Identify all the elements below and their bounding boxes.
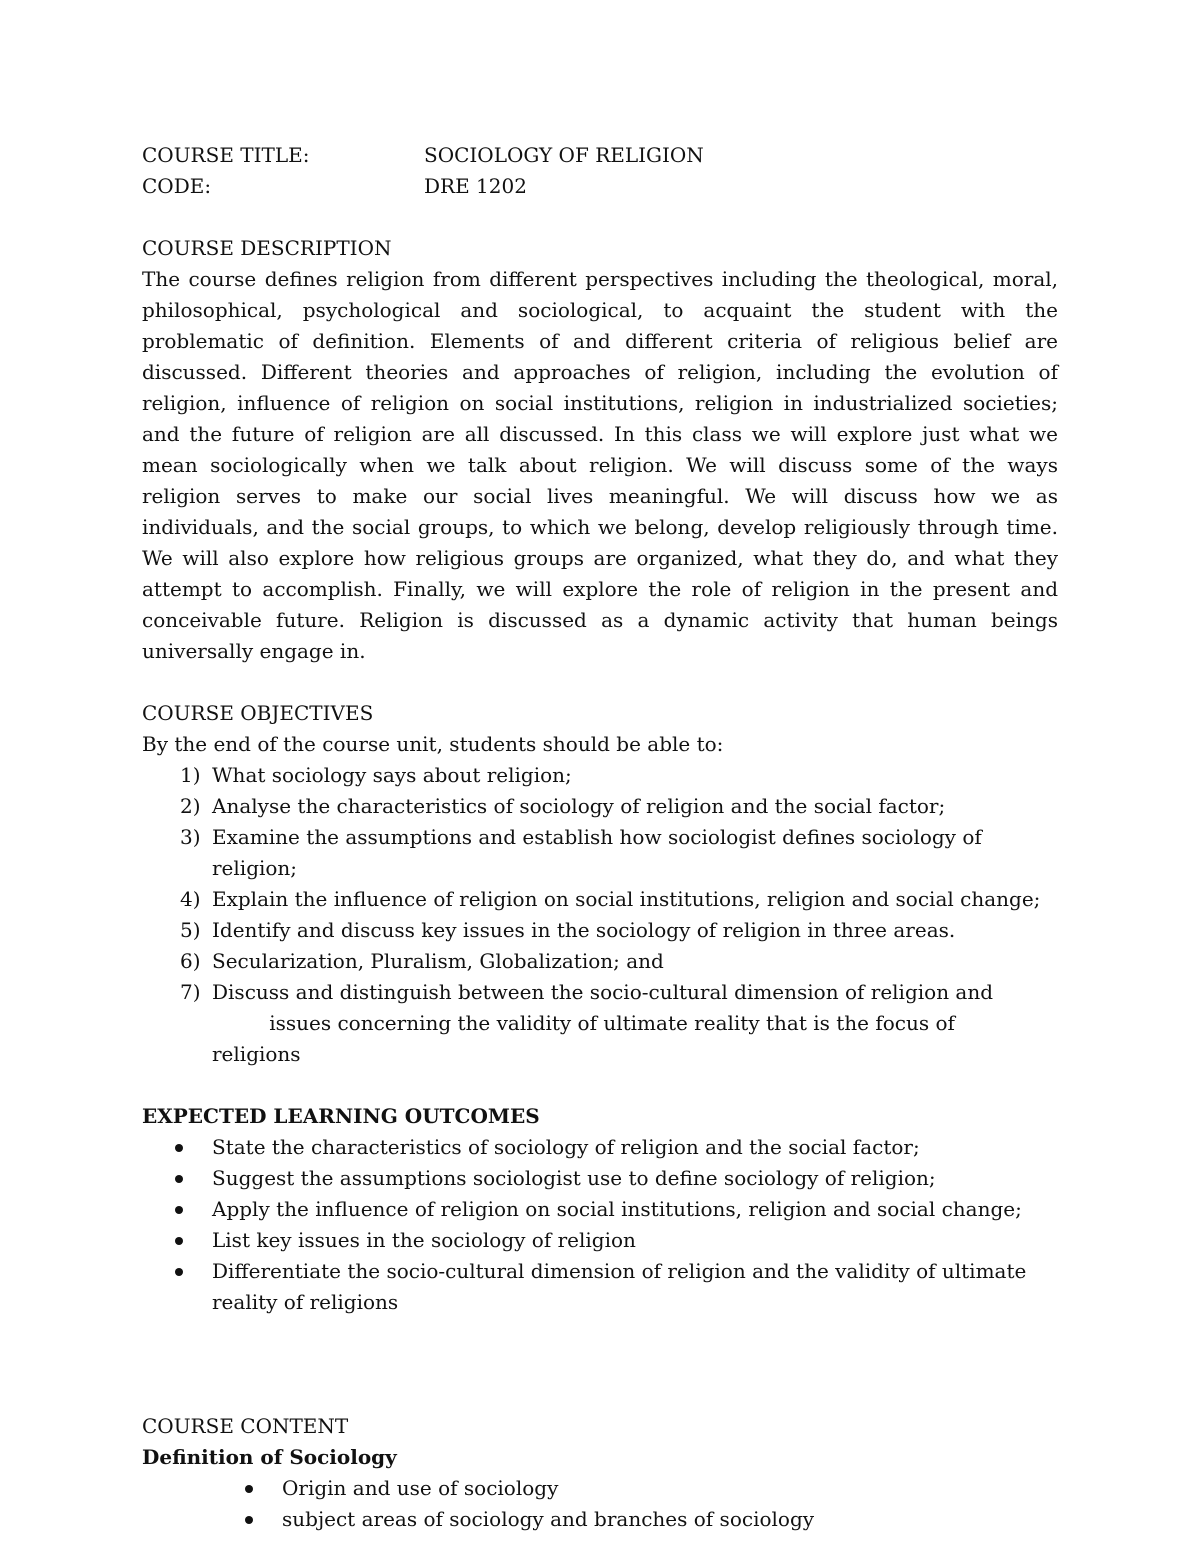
bullet-icon	[142, 1256, 212, 1318]
content-list	[142, 1473, 1058, 1535]
course-code-row	[142, 171, 1058, 202]
item-number: 7)	[180, 980, 201, 1004]
list-item	[142, 791, 1058, 822]
item-number: 1)	[180, 763, 201, 787]
description-heading: COURSE DESCRIPTION	[142, 236, 392, 260]
bullet-icon	[142, 1194, 212, 1225]
list-item	[142, 1473, 1058, 1504]
list-item	[142, 760, 1058, 791]
item-text: Origin and use of sociology	[282, 1476, 559, 1500]
list-item	[142, 1132, 1058, 1163]
course-code-value: DRE 1202	[424, 174, 527, 198]
list-item	[142, 822, 1058, 884]
bullet-icon	[142, 1473, 282, 1504]
item-text: State the characteristics of sociology of religion and the social factor;	[212, 1135, 920, 1159]
list-item	[142, 1163, 1058, 1194]
item-text: List key issues in the sociology of religion	[212, 1228, 636, 1252]
item-text: Differentiate the socio-cultural dimension of religion and the validity of ultimate reality of religions	[212, 1259, 1027, 1314]
item-text: What sociology says about religion;	[212, 763, 572, 787]
list-item	[142, 1194, 1058, 1225]
bullet-icon	[142, 1504, 282, 1535]
item-text: Discuss and distinguish between the socio-cultural dimension of religion and issues concerning the validity of ultimate reality that is the focus of religions	[212, 980, 994, 1066]
item-text: Explain the influence of religion on social institutions, religion and social change;	[212, 887, 1041, 911]
objectives-heading: COURSE OBJECTIVES	[142, 701, 374, 725]
list-item	[142, 1225, 1058, 1256]
course-code-label: CODE:	[142, 174, 212, 198]
list-item	[142, 884, 1058, 915]
description-text: The course defines religion from different perspectives including the theological, moral, philosophical, psychological and sociological, to acquaint the student with the problematic of definition. Elements of and different criteria of religious belief are discussed. Different theories and approaches of religion, including the evolution of religion, influence of religion on social institutions, religion in industrialized societies; and the future of religion are all discussed. In this class we will explore just what we mean sociologically when we talk about religion. We will discuss some of the ways religion serves to make our social lives meaningful. We will discuss how we as individuals, and the social groups, to which we belong, develop religiously through time. We will also explore how religious groups are organized, what they do, and what they attempt to accomplish. Finally, we will explore the role of religion in the present and conceivable future. Religion is discussed as a dynamic activity that human beings universally engage in.	[142, 267, 1058, 663]
item-number: 4)	[180, 887, 201, 911]
content-subheading: Definition of Sociology	[142, 1445, 397, 1469]
bullet-icon	[142, 1163, 212, 1194]
item-text: Secularization, Pluralism, Globalization; and	[212, 949, 664, 973]
item-number: 6)	[180, 949, 201, 973]
objectives-intro: By the end of the course unit, students should be able to:	[142, 732, 724, 756]
content-heading: COURSE CONTENT	[142, 1414, 349, 1438]
item-number: 3)	[180, 825, 201, 849]
course-title-row	[142, 140, 1058, 171]
list-item	[142, 946, 1058, 977]
outcomes-heading: EXPECTED LEARNING OUTCOMES	[142, 1104, 540, 1128]
course-title-label: COURSE TITLE:	[142, 143, 310, 167]
item-number: 2)	[180, 794, 201, 818]
outcomes-list	[142, 1132, 1058, 1318]
item-text: Examine the assumptions and establish how sociologist defines sociology of religion;	[212, 825, 982, 880]
list-item	[142, 915, 1058, 946]
item-text: Suggest the assumptions sociologist use to define sociology of religion;	[212, 1166, 936, 1190]
list-item	[142, 1256, 1058, 1318]
item-text: Apply the influence of religion on social institutions, religion and social change;	[212, 1197, 1022, 1221]
bullet-icon	[142, 1225, 212, 1256]
bullet-icon	[142, 1132, 212, 1163]
list-item	[142, 1504, 1058, 1535]
document-page	[142, 140, 1058, 1535]
item-number: 5)	[180, 918, 201, 942]
item-text: Analyse the characteristics of sociology of religion and the social factor;	[212, 794, 946, 818]
course-title-value: SOCIOLOGY OF RELIGION	[424, 143, 704, 167]
list-item	[142, 977, 1058, 1070]
objectives-list	[142, 760, 1058, 1070]
item-text: Identify and discuss key issues in the sociology of religion in three areas.	[212, 918, 956, 942]
item-text: subject areas of sociology and branches of sociology	[282, 1507, 815, 1531]
